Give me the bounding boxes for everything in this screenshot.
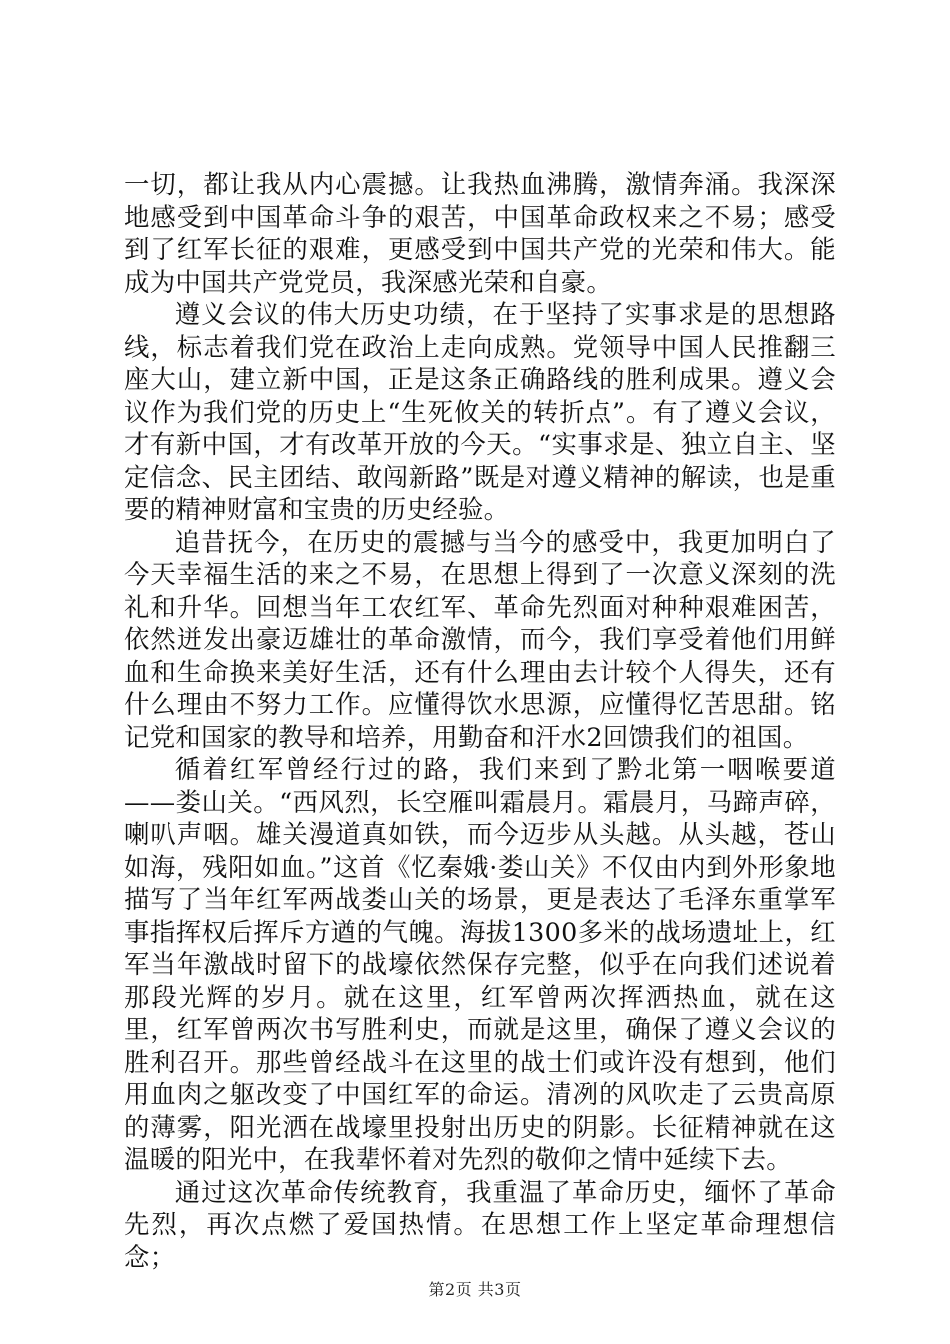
paragraph-5: 通过这次革命传统教育，我重温了革命历史，缅怀了革命先烈，再次点燃了爱国热情。在思想工作上坚定革命理想信念； xyxy=(124,1176,836,1272)
paragraph-3: 追昔抚今，在历史的震撼与当今的感受中，我更加明白了今天幸福生活的来之不易，在思想上得到了一次意义深刻的洗礼和升华。回想当年工农红军、革命先烈面对种种艰难困苦，依然迸发出豪迈雄壮的革命激情，而今，我们享受着他们用鲜血和生命换来美好生活，还有什么理由去计较个人得失，还有什么理由不努力工作。应懂得饮水思源，应懂得忆苦思甜。铭记党和国家的教导和培养，用勤奋和汗水2回馈我们的祖国。 xyxy=(124,526,836,752)
paragraph-1: 一切，都让我从内心震撼。让我热血沸腾，激情奔涌。我深深地感受到中国革命斗争的艰苦，中国革命政权来之不易；感受到了红军长征的艰难，更感受到中国共产党的光荣和伟大。能成为中国共产党党员，我深感光荣和自豪。 xyxy=(124,169,836,297)
paragraph-4: 循着红军曾经行过的路，我们来到了黔北第一咽喉要道——娄山关。“西风烈，长空雁叫霜晨月。霜晨月，马蹄声碎，喇叭声咽。雄关漫道真如铁，而今迈步从头越。从头越，苍山如海，残阳如血。”这首《忆秦娥·娄山关》不仅由内到外形象地描写了当年红军两战娄山关的场景，更是表达了毛泽东重掌军事指挥权后挥斥方遒的气魄。海拔1300多米的战场遗址上，红军当年激战时留下的战壕依然保存完整，似乎在向我们述说着那段光辉的岁月。就在这里，红军曾两次挥洒热血，就在这里，红军曾两次书写胜利史，而就是这里，确保了遵义会议的胜利召开。那些曾经战斗在这里的战士们或许没有想到，他们用血肉之躯改变了中国红军的命运。清冽的风吹走了云贵高原的薄雾，阳光洒在战壕里投射出历史的阴影。长征精神就在这温暖的阳光中，在我辈怀着对先烈的敬仰之情中延续下去。 xyxy=(124,754,836,1174)
paragraph-2: 遵义会议的伟大历史功绩，在于坚持了实事求是的思想路线，标志着我们党在政治上走向成熟。党领导中国人民推翻三座大山，建立新中国，正是这条正确路线的胜利成果。遵义会议作为我们党的历史上“生死攸关的转折点”。有了遵义会议，才有新中国，才有改革开放的今天。“实事求是、独立自主、坚定信念、民主团结、敢闯新路”既是对遵义精神的解读，也是重要的精神财富和宝贵的历史经验。 xyxy=(124,299,836,524)
document-body xyxy=(124,168,836,1273)
page-number-label: 第2页 共3页 xyxy=(428,1280,522,1299)
page-footer xyxy=(0,1280,950,1300)
